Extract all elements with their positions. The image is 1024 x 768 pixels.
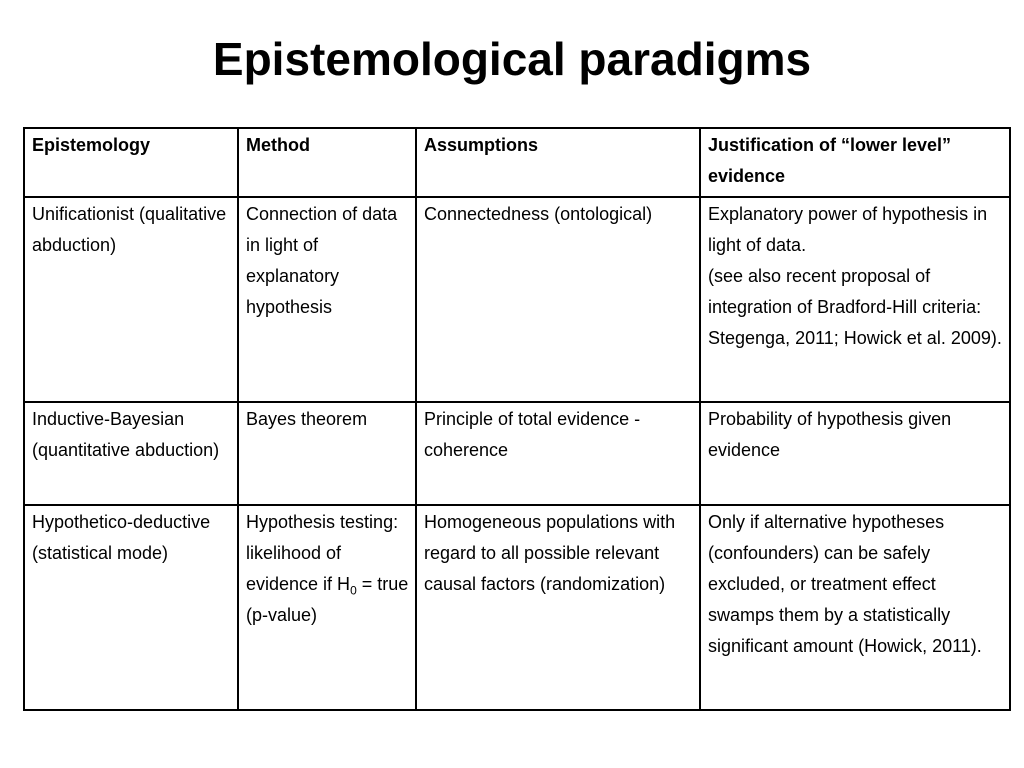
table-header-row	[24, 128, 1010, 197]
method-text: Hypothesis testing: likelihood of evidence if H	[246, 512, 399, 594]
cell-assumptions: Homogeneous populations with regard to all possible relevant causal factors (randomization)	[416, 505, 700, 710]
header-epistemology: Epistemology	[24, 128, 238, 197]
cell-method: Bayes theorem	[238, 402, 416, 505]
table-row	[24, 505, 1010, 710]
cell-epistemology: Hypothetico-deductive (statistical mode)	[24, 505, 238, 710]
method-text-end: = true (p-value)	[246, 574, 409, 625]
slide-title: Epistemological paradigms	[212, 33, 812, 85]
table-row	[24, 402, 1010, 505]
header-method: Method	[238, 128, 416, 197]
cell-epistemology: Inductive-Bayesian (quantitative abduction)	[24, 402, 238, 505]
cell-method: Connection of data in light of explanatory hypothesis	[238, 197, 416, 402]
header-assumptions: Assumptions	[416, 128, 700, 197]
table-row	[24, 197, 1010, 402]
cell-assumptions: Connectedness (ontological)	[416, 197, 700, 402]
cell-assumptions: Principle of total evidence - coherence	[416, 402, 700, 505]
cell-justification: Probability of hypothesis given evidence	[700, 402, 1010, 505]
header-justification: Justification of “lower level” evidence	[700, 128, 1010, 197]
cell-epistemology: Unificationist (qualitative abduction)	[24, 197, 238, 402]
subscript-zero: 0	[350, 583, 357, 598]
cell-justification: Only if alternative hypotheses (confounders) can be safely excluded, or treatment effect swamps them by a statistically significant amount (Howick, 2011).	[700, 505, 1010, 710]
epistemology-table	[23, 127, 1011, 711]
cell-justification: Explanatory power of hypothesis in light of data. (see also recent proposal of integration of Bradford-Hill criteria: Stegenga, 2011; Howick et al. 2009).	[700, 197, 1010, 402]
cell-method	[238, 505, 416, 710]
